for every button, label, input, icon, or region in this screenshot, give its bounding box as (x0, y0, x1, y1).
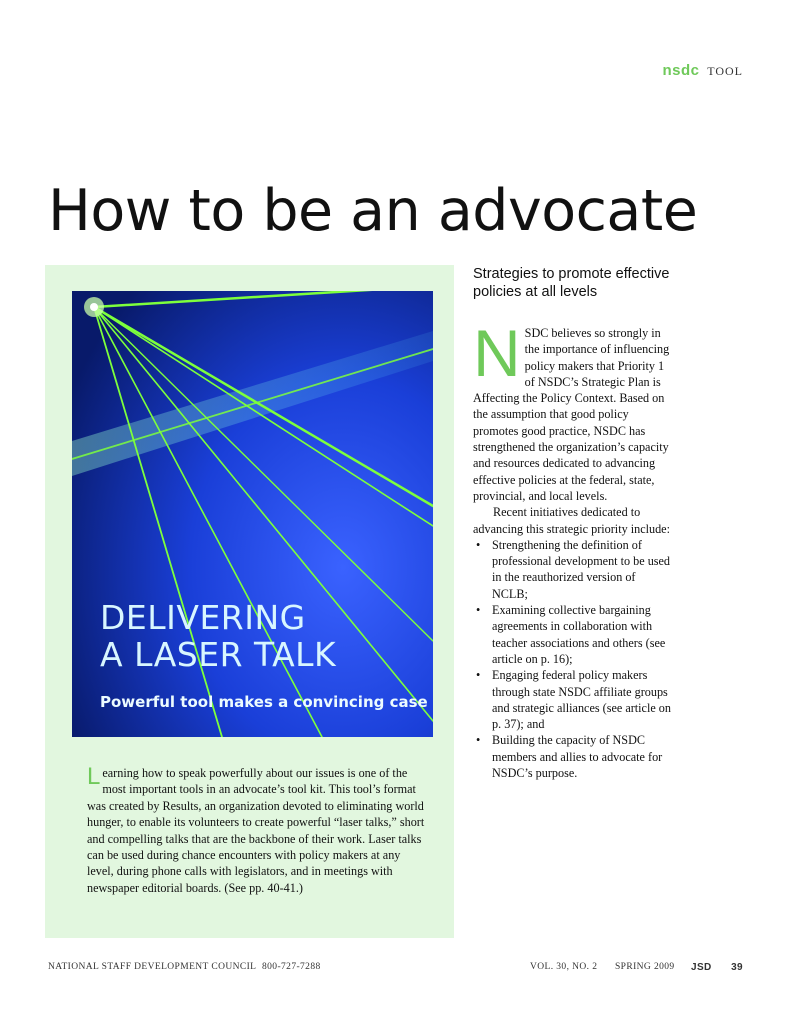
brand-label: nsdc (662, 62, 700, 79)
cover-title-line-2: A LASER TALK (100, 635, 337, 674)
panel-body-text: earning how to speak powerfully about our issues is one of the most important tools in an advocate’s tool kit. This tool’s format was created by Results, an organization devoted to eliminating world hunger, to enable its volunteers to create powerful “laser talks,” short and compelling talks that are the backbone of their work. Laser talks can be used during chance encounters with policy makers at any level, during phone calls with legislators, and in meetings with newspaper editorial boards. (See pp. 40-41.) (87, 766, 425, 895)
bullet-icon: • (476, 733, 481, 748)
sidebar-panel (45, 265, 454, 938)
list-item-text: Examining collective bargaining agreements in collaboration with teacher associations and others (see article on p. 16); (492, 603, 666, 666)
cover-subtitle: Powerful tool makes a convincing case (100, 693, 428, 711)
footer-phone: 800-727-7288 (262, 962, 321, 972)
panel-paragraph (87, 765, 429, 896)
list-item (473, 667, 673, 732)
bullet-icon: • (476, 537, 481, 552)
page-footer (48, 962, 743, 976)
article-column (473, 265, 673, 781)
cover-title-line-1: DELIVERING (100, 598, 306, 637)
footer-journal: JSD (691, 962, 712, 973)
list-item (473, 537, 673, 602)
cover-title (100, 599, 336, 673)
section-label: TOOL (707, 64, 743, 78)
article-paragraph-1-text: SDC believes so strongly in the importance of influencing policy makers that Priority 1 of NSDC’s Strategic Plan is Affecting the Policy Context. Based on the assumption that good policy promotes good practice, NSDC has strengthened the organization’s capacity and resources dedicated to advancing effective policies at the federal, state, provincial, and local levels. (473, 326, 670, 503)
article-paragraph-1 (473, 316, 673, 504)
list-item-text: Engaging federal policy makers through state NSDC affiliate groups and strategic alliances (see article on p. 37); and (492, 668, 671, 732)
list-item (473, 602, 673, 667)
page-number: 39 (731, 962, 743, 973)
list-item (473, 732, 673, 781)
article-subhead: Strategies to promote effective policies at all levels (473, 266, 670, 300)
article-paragraph-2: Recent initiatives dedicated to advancing this strategic priority include: (473, 505, 670, 536)
bullet-icon: • (476, 668, 481, 683)
page-title: How to be an advocate (48, 178, 698, 244)
book-cover-image (72, 291, 433, 737)
footer-season: SPRING 2009 (615, 962, 675, 972)
footer-org: NATIONAL STAFF DEVELOPMENT COUNCIL (48, 962, 257, 972)
article-drop-cap: N (473, 316, 521, 390)
panel-drop-cap: L (87, 763, 101, 790)
section-tag (662, 62, 743, 79)
list-item-text: Strengthening the definition of professional development to be used in the reauthorized version of NCLB; (492, 537, 671, 601)
footer-volume: VOL. 30, NO. 2 (530, 962, 598, 972)
list-item-text: Building the capacity of NSDC members and allies to advocate for NSDC’s purpose. (492, 733, 663, 781)
bullet-icon: • (476, 603, 481, 618)
initiatives-list (473, 537, 673, 781)
article-body (473, 316, 673, 781)
